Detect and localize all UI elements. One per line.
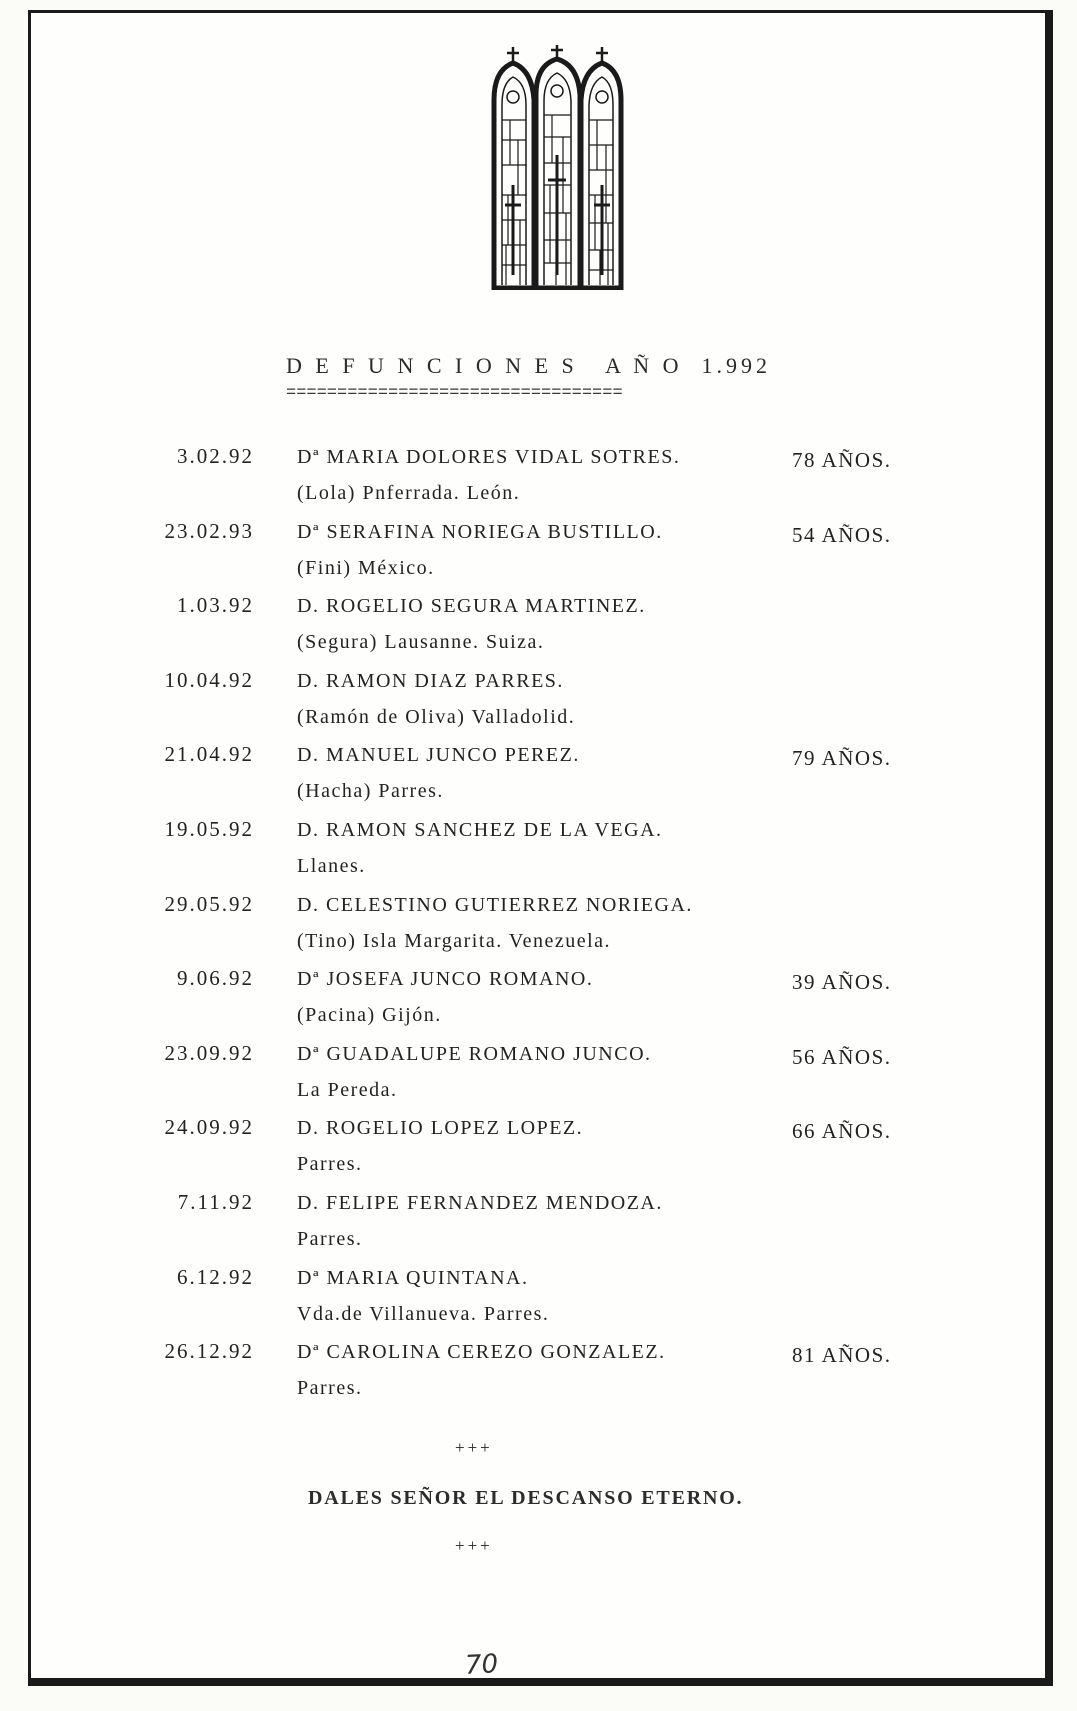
- entry-name: D. RAMON DIAZ PARRES.: [297, 669, 564, 692]
- entry-place: (Tino) Isla Margarita. Venezuela.: [297, 929, 612, 952]
- separator-bottom: +++: [455, 1536, 493, 1555]
- entry-place: (Fini) México.: [297, 556, 435, 579]
- entry-age: 79 AÑOS.: [792, 746, 892, 771]
- entry-date: 26.12.92: [164, 1339, 254, 1364]
- obituary-entry: [0, 668, 1077, 743]
- entry-place: (Ramón de Oliva) Valladolid.: [297, 705, 576, 728]
- entry-name: D. MANUEL JUNCO PEREZ.: [297, 744, 580, 767]
- entry-name: D. CELESTINO GUTIERREZ NORIEGA.: [297, 893, 693, 916]
- entry-place: La Pereda.: [297, 1078, 398, 1101]
- obituary-entry: [0, 1265, 1077, 1340]
- obituary-entry: [0, 742, 1077, 817]
- entry-date: 10.04.92: [164, 667, 254, 692]
- obituary-entry: [0, 444, 1077, 519]
- entry-date: 7.11.92: [177, 1189, 254, 1214]
- entry-age: 54 AÑOS.: [792, 522, 892, 547]
- page-title: D E F U N C I O N E S A Ñ O 1.992: [286, 353, 772, 378]
- entry-name: Dª MARIA DOLORES VIDAL SOTRES.: [297, 446, 681, 468]
- separator-top: +++: [455, 1438, 493, 1457]
- entry-age: 56 AÑOS.: [792, 1044, 892, 1069]
- obituary-entry: [0, 1041, 1077, 1116]
- obituary-entry: [0, 892, 1077, 967]
- entry-name: Dª GUADALUPE ROMANO JUNCO.: [297, 1042, 652, 1065]
- closing-prayer: DALES SEÑOR EL DESCANSO ETERNO.: [308, 1487, 744, 1509]
- entry-place: Llanes.: [297, 854, 366, 877]
- entry-name: D. RAMON SANCHEZ DE LA VEGA.: [297, 818, 663, 841]
- obituary-entry: [0, 1339, 1077, 1414]
- entry-age: 81 AÑOS.: [792, 1343, 892, 1368]
- entry-date: 23.02.93: [164, 518, 254, 543]
- entry-place: Parres.: [297, 1227, 363, 1250]
- entry-date: 3.02.92: [177, 444, 254, 468]
- entry-age: 66 AÑOS.: [792, 1119, 892, 1144]
- page-number: 70: [464, 1649, 499, 1681]
- entry-date: 19.05.92: [164, 816, 254, 841]
- entry-name: D. ROGELIO SEGURA MARTINEZ.: [297, 595, 646, 618]
- entry-name: Dª JOSEFA JUNCO ROMANO.: [297, 968, 594, 991]
- entry-place: (Segura) Lausanne. Suiza.: [297, 631, 545, 654]
- entry-place: (Pacina) Gijón.: [297, 1004, 442, 1027]
- obituary-entry: [0, 593, 1077, 668]
- obituary-entry: [0, 519, 1077, 594]
- obituary-entry: [0, 1190, 1077, 1265]
- entry-date: 29.05.92: [164, 891, 254, 916]
- obituary-entry: [0, 966, 1077, 1041]
- entry-name: Dª CAROLINA CEREZO GONZALEZ.: [297, 1341, 666, 1364]
- entry-name: D. FELIPE FERNANDEZ MENDOZA.: [297, 1191, 663, 1214]
- entry-date: 1.03.92: [177, 593, 254, 618]
- obituary-entry: [0, 817, 1077, 892]
- entry-place: (Hacha) Parres.: [297, 780, 444, 803]
- entry-date: 6.12.92: [177, 1264, 254, 1289]
- entry-place: Parres.: [297, 1377, 363, 1400]
- entry-date: 21.04.92: [164, 742, 254, 767]
- entry-date: 9.06.92: [177, 966, 254, 991]
- entry-date: 23.09.92: [164, 1040, 254, 1065]
- entry-place: Parres.: [297, 1153, 363, 1176]
- entry-name: Dª MARIA QUINTANA.: [297, 1266, 529, 1289]
- obituary-entry: [0, 1115, 1077, 1190]
- entry-place: (Lola) Pnferrada. León.: [297, 482, 521, 504]
- entry-age: 39 AÑOS.: [792, 970, 892, 995]
- entry-age: 78 AÑOS.: [792, 448, 892, 472]
- entry-name: D. ROGELIO LOPEZ LOPEZ.: [297, 1117, 584, 1140]
- stained-glass-window-illustration: [490, 45, 625, 290]
- entry-date: 24.09.92: [164, 1115, 254, 1140]
- obituary-list: [0, 444, 1077, 1414]
- entry-place: Vda.de Villanueva. Parres.: [297, 1302, 550, 1325]
- title-underline: =================================: [286, 384, 623, 403]
- entry-name: Dª SERAFINA NORIEGA BUSTILLO.: [297, 520, 663, 543]
